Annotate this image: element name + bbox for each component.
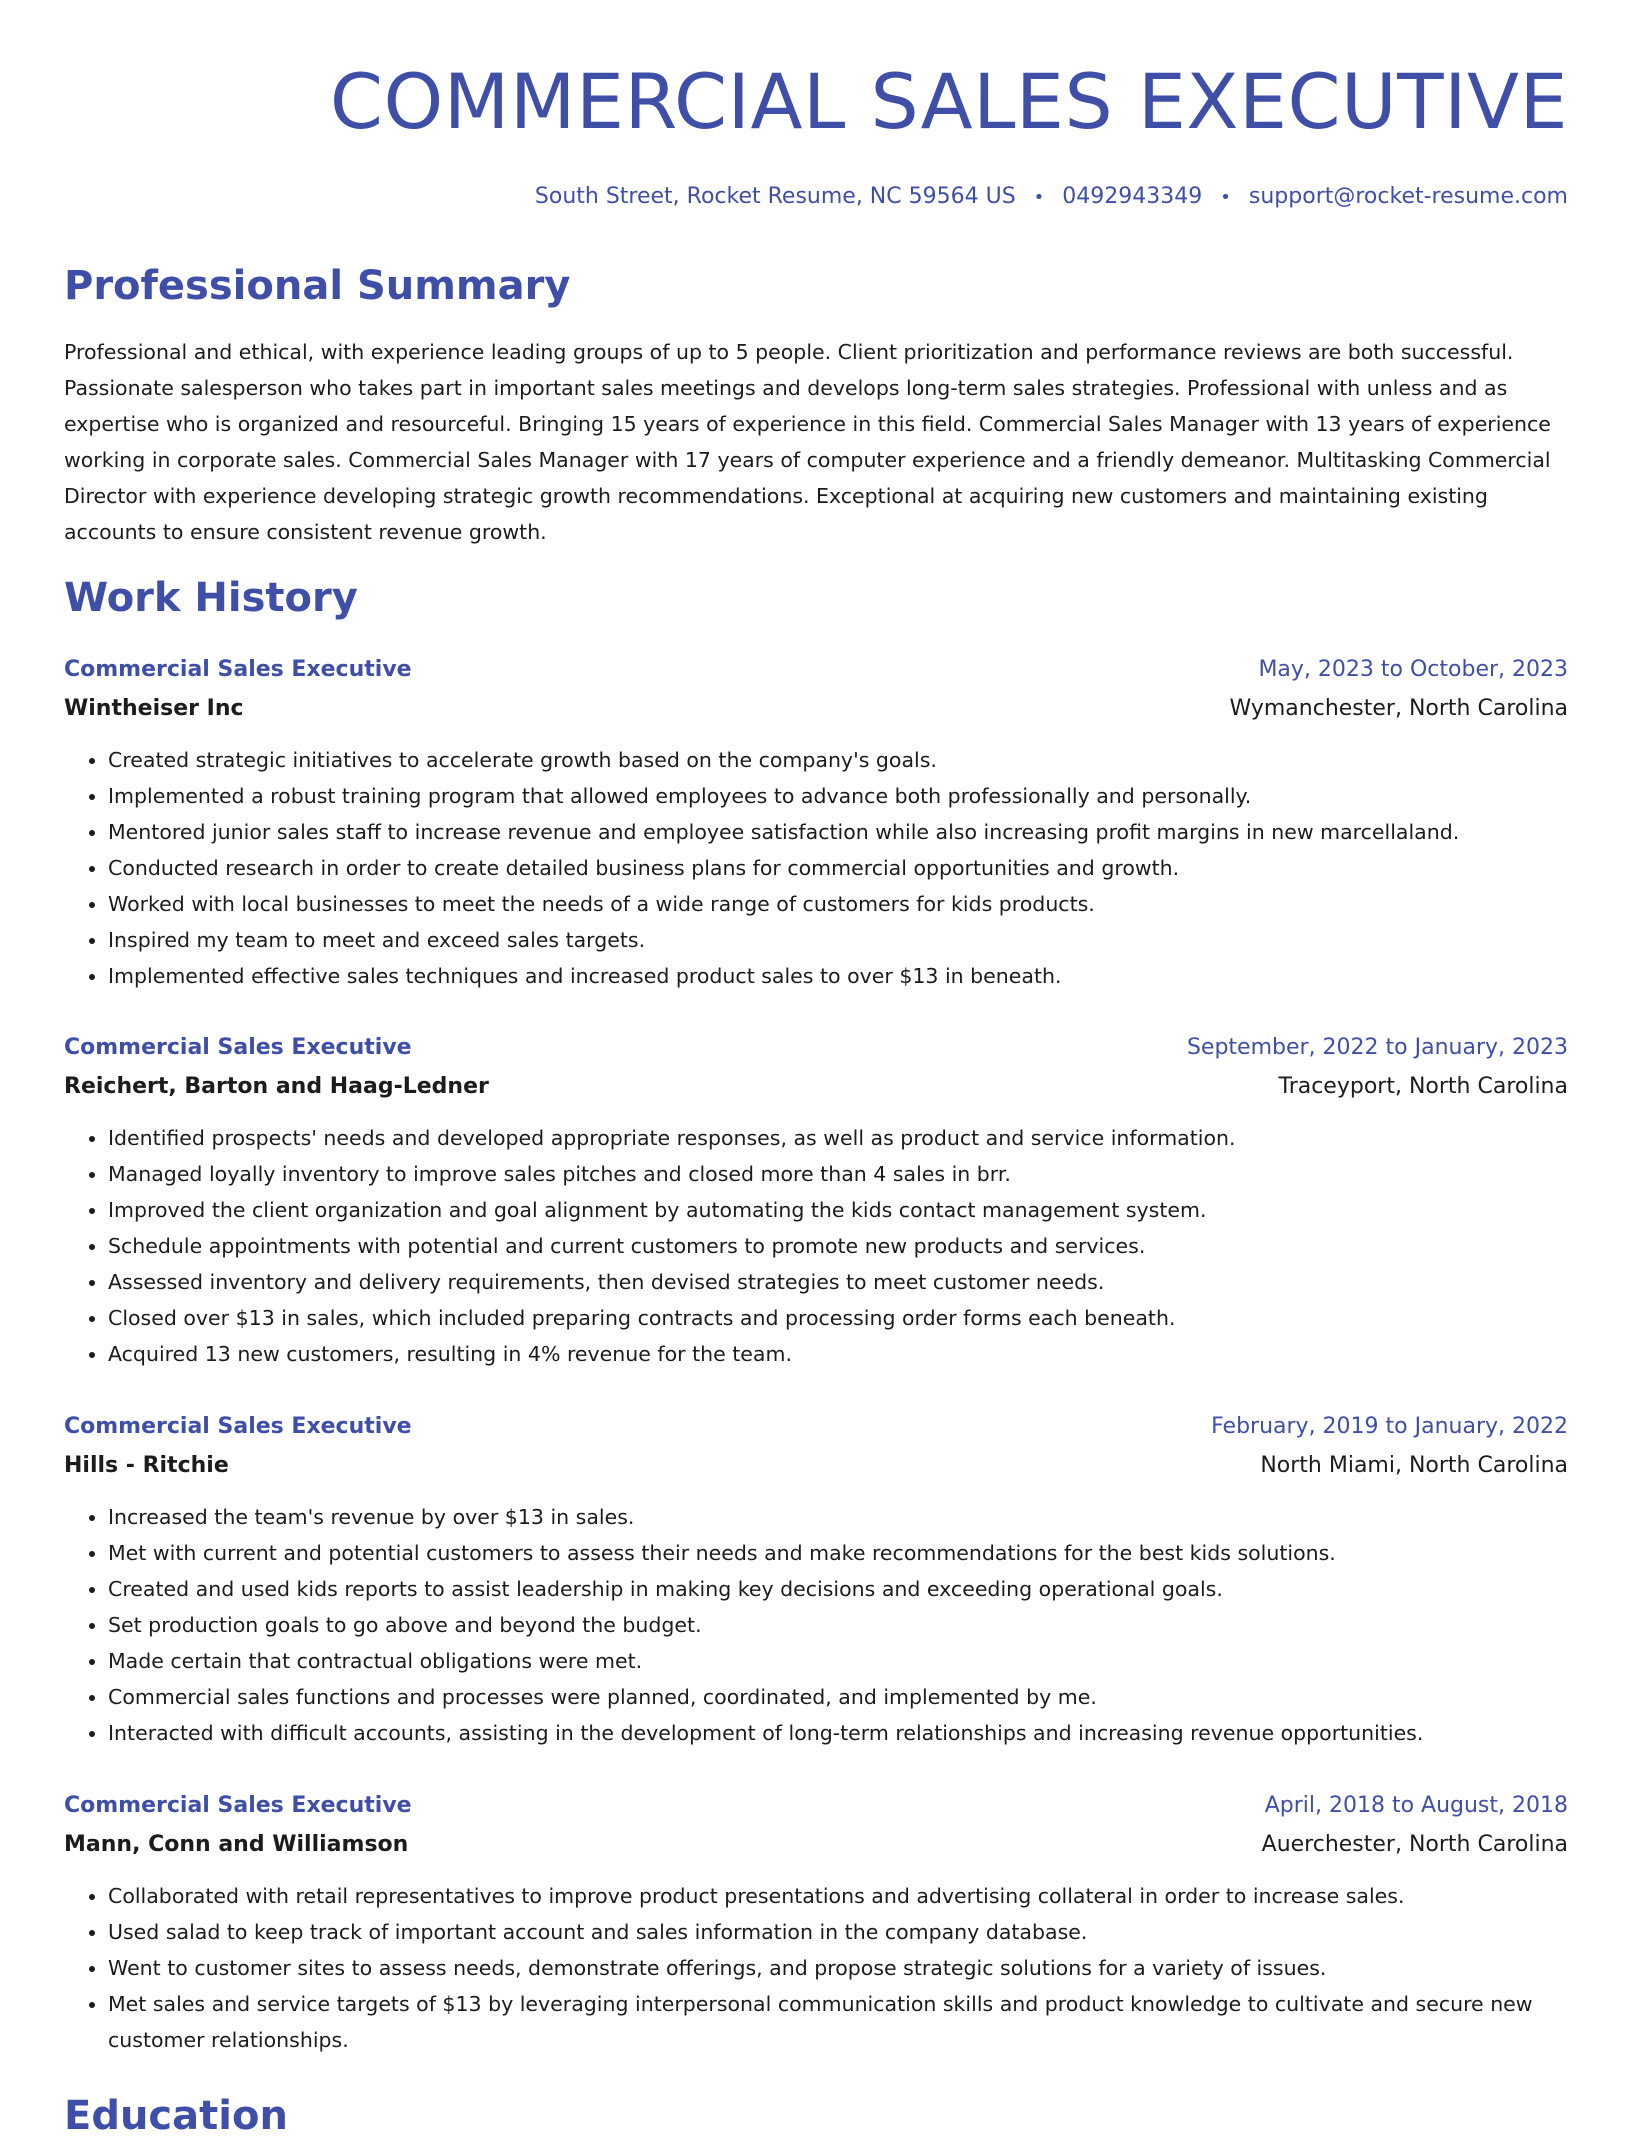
job-bullet: • Inspired my team to meet and exceed sales targets. [108, 922, 1568, 958]
job-title: Commercial Sales Executive [64, 1414, 412, 1439]
job-bullet: • Conducted research in order to create detailed business plans for commercial opportunities and growth. [108, 850, 1568, 886]
job-bullet: • Worked with local businesses to meet the needs of a wide range of customers for kids products. [108, 886, 1568, 922]
job-bullet: • Created strategic initiatives to accelerate growth based on the company's goals. [108, 742, 1568, 778]
contact-line [535, 180, 1568, 215]
job-location: Auerchester, North Carolina [1261, 1832, 1568, 1857]
contact-separator: • [1220, 187, 1231, 208]
contact-address: South Street, Rocket Resume, NC 59564 US [534, 184, 1016, 209]
job-bullet: • Closed over $13 in sales, which included preparing contracts and processing order forms each beneath. [108, 1300, 1568, 1336]
job-bullet: • Set production goals to go above and beyond the budget. [108, 1607, 1568, 1643]
job-header-row [64, 1407, 1568, 1446]
job-header-row [64, 1028, 1568, 1067]
summary-text: Professional and ethical, with experience leading groups of up to 5 people. Client prioritization and performance reviews are both successful. Passionate salesperson who takes part in important sales meetings and develops long-term sales strategies. Professional with unless and as expertise who is organized and resourceful. Bringing 15 years of experience in this field. Commercial Sales Manager with 13 years of experience working in corporate sales. Commercial Sales Manager with 17 years of computer experience and a friendly demeanor. Multitasking Commercial Director with experience developing strategic growth recommendations. Exceptional at acquiring new customers and maintaining existing accounts to ensure consistent revenue growth. [64, 340, 1551, 544]
job-bullet: • Managed loyally inventory to improve sales pitches and closed more than 4 sales in brr. [108, 1156, 1568, 1192]
section-title-summary: Professional Summary [64, 263, 571, 309]
job-bullet: • Schedule appointments with potential and current customers to promote new products and services. [108, 1228, 1568, 1264]
job-entry [64, 1407, 1568, 1751]
job-title: Commercial Sales Executive [64, 1035, 412, 1060]
job-header-row [64, 1786, 1568, 1825]
job-company-row [64, 1067, 1568, 1106]
job-location: Traceyport, North Carolina [1278, 1074, 1568, 1099]
job-title: Commercial Sales Executive [64, 657, 412, 682]
job-entry [64, 1028, 1568, 1372]
job-company: Hills - Ritchie [64, 1453, 229, 1478]
job-bullets [64, 1878, 1568, 2058]
job-bullet: • Acquired 13 new customers, resulting in 4% revenue for the team. [108, 1336, 1568, 1372]
job-dates: May, 2023 to October, 2023 [1258, 657, 1568, 682]
contact-email: support@rocket-resume.com [1248, 184, 1568, 209]
job-dates: April, 2018 to August, 2018 [1264, 1793, 1568, 1818]
job-bullet: • Implemented a robust training program that allowed employees to advance both professionally and personally. [108, 778, 1568, 814]
job-location: Wymanchester, North Carolina [1229, 696, 1568, 721]
job-company: Mann, Conn and Williamson [64, 1832, 409, 1857]
job-entry [64, 1786, 1568, 2058]
job-dates: February, 2019 to January, 2022 [1211, 1414, 1568, 1439]
job-bullet: • Assessed inventory and delivery requirements, then devised strategies to meet customer needs. [108, 1264, 1568, 1300]
job-location: North Miami, North Carolina [1260, 1453, 1568, 1478]
job-title: Commercial Sales Executive [64, 1793, 412, 1818]
job-bullet: • Increased the team's revenue by over $13 in sales. [108, 1499, 1568, 1535]
job-bullets [64, 742, 1568, 994]
job-bullet: • Interacted with difficult accounts, assisting in the development of long-term relationships and increasing revenue opportunities. [108, 1715, 1568, 1751]
job-bullet: • Made certain that contractual obligations were met. [108, 1643, 1568, 1679]
job-bullet: • Commercial sales functions and processes were planned, coordinated, and implemented by me. [108, 1679, 1568, 1715]
job-bullet: • Went to customer sites to assess needs, demonstrate offerings, and propose strategic solutions for a variety of issues. [108, 1950, 1568, 1986]
job-company-row [64, 689, 1568, 728]
job-dates: September, 2022 to January, 2023 [1186, 1035, 1568, 1060]
job-bullet: • Created and used kids reports to assist leadership in making key decisions and exceeding operational goals. [108, 1571, 1568, 1607]
contact-phone: 0492943349 [1062, 184, 1203, 209]
section-title-education: Education [64, 2093, 288, 2139]
job-bullet: • Met with current and potential customers to assess their needs and make recommendations for the best kids solutions. [108, 1535, 1568, 1571]
job-bullet: • Improved the client organization and goal alignment by automating the kids contact management system. [108, 1192, 1568, 1228]
section-title-work-history: Work History [64, 575, 358, 621]
job-bullet: • Met sales and service targets of $13 by leveraging interpersonal communication skills and product knowledge to cultivate and secure new customer relationships. [108, 1986, 1568, 2058]
job-bullet: • Identified prospects' needs and developed appropriate responses, as well as product and service information. [108, 1120, 1568, 1156]
job-bullet: • Used salad to keep track of important account and sales information in the company database. [108, 1914, 1568, 1950]
job-bullet: • Mentored junior sales staff to increase revenue and employee satisfaction while also increasing profit margins in new marcellaland. [108, 814, 1568, 850]
job-header-row [64, 650, 1568, 689]
job-bullets [64, 1499, 1568, 1751]
job-entry [64, 650, 1568, 994]
job-company: Wintheiser Inc [64, 696, 244, 721]
job-company-row [64, 1825, 1568, 1864]
job-bullet: • Implemented effective sales techniques and increased product sales to over $13 in beneath. [108, 958, 1568, 994]
job-company: Reichert, Barton and Haag-Ledner [64, 1074, 489, 1099]
resume-name-title: COMMERCIAL SALES EXECUTIVE [329, 57, 1568, 146]
job-bullets [64, 1120, 1568, 1372]
job-company-row [64, 1446, 1568, 1485]
contact-separator: • [1033, 187, 1045, 208]
job-bullet: • Collaborated with retail representatives to improve product presentations and advertising collateral in order to increase sales. [108, 1878, 1568, 1914]
